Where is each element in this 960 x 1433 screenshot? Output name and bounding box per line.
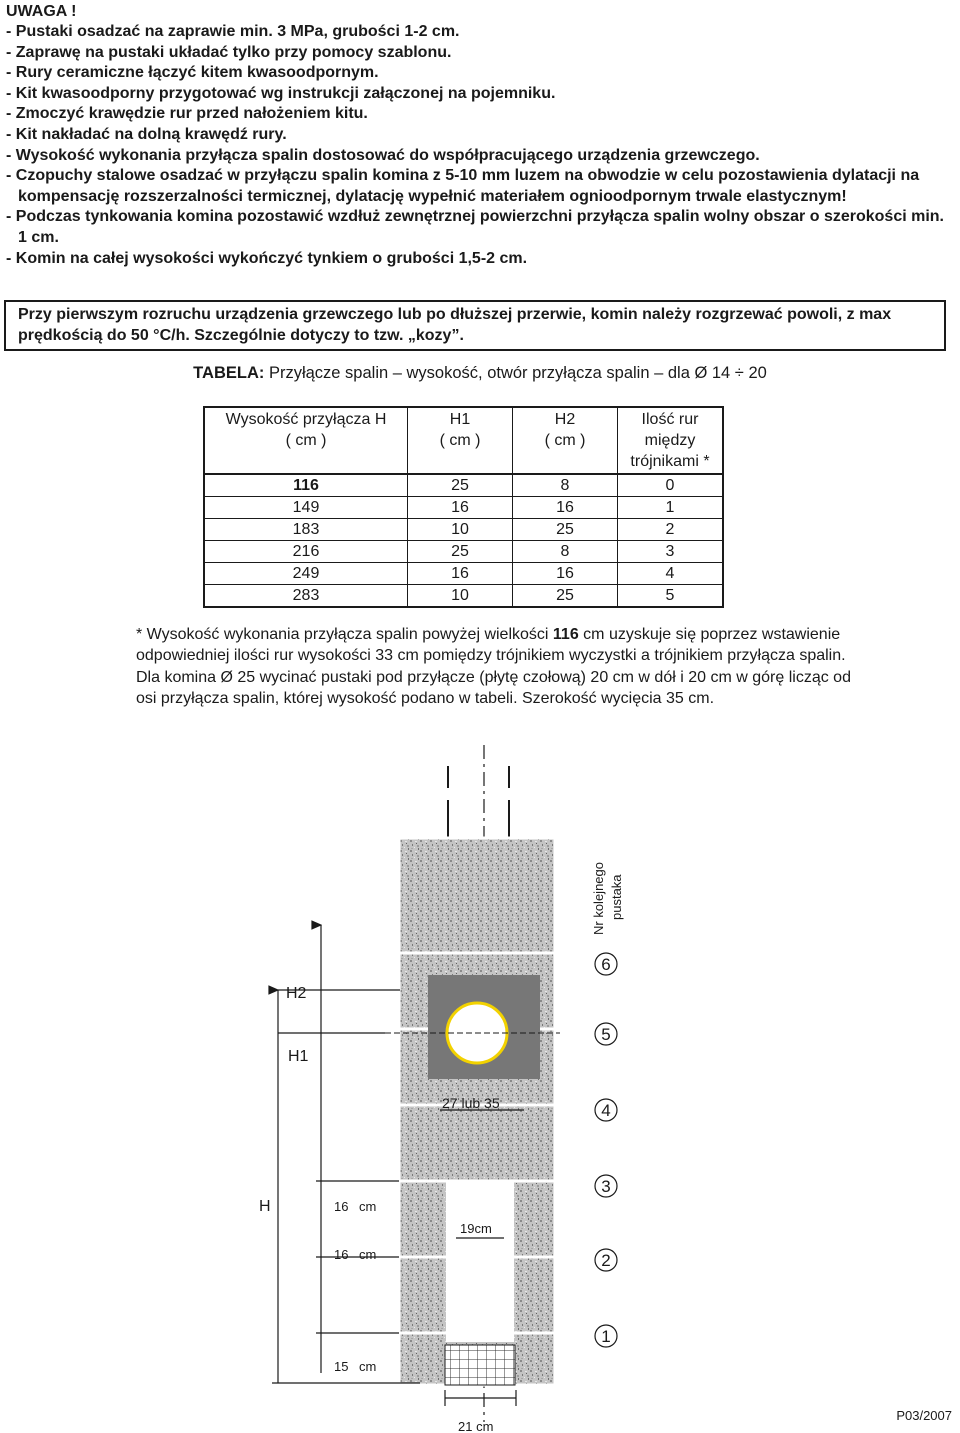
cell-pipes: 1 — [618, 497, 724, 519]
block-number-4: 4 — [601, 1101, 611, 1120]
warning-line-6: - Kit nakładać na dolną krawędź rury. — [6, 125, 287, 143]
chimney-block — [399, 1105, 555, 1181]
cell-h2: 16 — [513, 563, 618, 585]
block-number-label-1: Nr kolejnego — [591, 862, 606, 935]
warning-line-10: - Komin na całej wysokości wykończyć tynkiem o grubości 1,5-2 cm. — [6, 249, 528, 267]
cell-h1: 10 — [408, 585, 513, 608]
cell-pipes: 4 — [618, 563, 724, 585]
document-code: P03/2007 — [896, 1408, 952, 1423]
cell-height: 249 — [204, 563, 408, 585]
block-numbers — [595, 953, 617, 1347]
note-2: Dla komina Ø 25 wycinać pustaki pod przyłącze (płytę czołową) 20 cm w dół i 20 cm w górę licząc od osi przyłącza spalin, której wysokość podano w tabeli. Szerokość wycięcia 35 cm. — [136, 668, 851, 707]
table-title-text: Przyłącze spalin – wysokość, otwór przyłącza spalin – dla Ø 14 ÷ 20 — [264, 364, 767, 382]
warning-title: UWAGA ! — [6, 3, 77, 20]
cell-h1: 25 — [408, 541, 513, 563]
upper-pipe-lines — [448, 766, 509, 840]
header-pipes-line3: trójnikami * — [630, 453, 710, 470]
cell-pipes: 0 — [618, 474, 724, 497]
header-h2-line2: ( cm ) — [544, 432, 586, 449]
block-number-label-2: pustaka — [609, 874, 624, 920]
warning-line-3: - Rury ceramiczne łączyć kitem kwasoodpornym. — [6, 64, 379, 82]
warning-line-9: - Podczas tynkowania komina pozostawić wzdłuż zewnętrznej powierzchni przyłącza spalin wolny obszar o szerokości min. 1 cm. — [6, 208, 944, 246]
cell-h1: 16 — [408, 563, 513, 585]
header-height-line2: ( cm ) — [285, 432, 327, 449]
cell-height: 183 — [204, 519, 408, 541]
h-label: H — [259, 1198, 271, 1215]
cell-height: 216 — [204, 541, 408, 563]
warning-line-2: - Zaprawę na pustaki układać tylko przy pomocy szablonu. — [6, 43, 452, 61]
cell-h2: 16 — [513, 497, 618, 519]
cell-h2: 25 — [513, 585, 618, 608]
dim-16-upper: 16 — [334, 1199, 349, 1214]
cell-pipes: 3 — [618, 541, 724, 563]
cell-h2: 25 — [513, 519, 618, 541]
header-height-line1: Wysokość przyłącza H — [225, 411, 387, 428]
dim-16-lower-unit: cm — [359, 1247, 377, 1262]
cell-height: 283 — [204, 585, 408, 608]
table-title-label: TABELA: — [193, 364, 265, 382]
header-h1-line1: H1 — [449, 411, 471, 428]
cell-pipes: 5 — [618, 585, 724, 608]
dim-15: 15 — [334, 1359, 349, 1374]
warning-line-7: - Wysokość wykonania przyłącza spalin dostosować do współpracującego urządzenia grzewczego. — [6, 146, 760, 164]
cell-height: 149 — [204, 497, 408, 519]
block-number-5: 5 — [601, 1025, 611, 1044]
header-h2-line1: H2 — [554, 411, 576, 428]
header-pipes-line1: Ilość rur — [641, 411, 699, 428]
header-pipes-line2: między — [644, 432, 696, 449]
note-1-bold: 116 — [552, 626, 579, 643]
warning-line-1: - Pustaki osadzać na zaprawie min. 3 MPa, grubości 1-2 cm. — [6, 23, 460, 40]
note-1-text-a: * Wysokość wykonania przyłącza spalin powyżej wielkości — [136, 626, 553, 643]
inner-width-label: 19cm — [460, 1221, 492, 1236]
cleanout-opening — [446, 1182, 514, 1342]
block-number-1: 1 — [601, 1327, 611, 1346]
cell-h1: 10 — [408, 519, 513, 541]
warning-line-8: - Czopuchy stalowe osadzać w przyłączu spalin komina z 5-10 mm luzem na obwodzie w celu pozostawienia dylatacji na kompensację rozszerzalności termicznej, dylatację wypełnić materiałem ognioodpornym trwale elastycznym! — [6, 167, 920, 205]
note-1-text-b: cm uzyskuje się poprzez wstawienie odpowiedniej ilości rur wysokości 33 cm pomiędzy trójnikiem wyczystki a trójnikiem przyłącza spalin. — [136, 626, 846, 665]
block-number-2: 2 — [601, 1251, 611, 1270]
warning-line-4: - Kit kwasoodporny przygotować wg instrukcji załączonej na pojemniku. — [6, 84, 556, 102]
dim-15-unit: cm — [359, 1359, 377, 1374]
cleanout-grate — [445, 1345, 515, 1385]
chimney-block — [399, 838, 555, 953]
cell-h1: 16 — [408, 497, 513, 519]
block-number-3: 3 — [601, 1177, 611, 1196]
block-number-6: 6 — [601, 955, 611, 974]
warning-line-5: - Zmoczyć krawędzie rur przed nałożeniem kitu. — [6, 105, 368, 123]
cell-h1: 25 — [408, 474, 513, 497]
cell-height: 116 — [204, 474, 408, 497]
heating-warning-box: Przy pierwszym rozruchu urządzenia grzewczego lub po dłuższej przerwie, komin należy rozgrzewać powoli, z max prędkością do 50 °C/h. Szczególnie dotyczy to tzw. „kozy”. — [4, 300, 946, 351]
cell-h2: 8 — [513, 474, 618, 497]
cell-pipes: 2 — [618, 519, 724, 541]
opening-width-label: 27 lub 35 — [442, 1095, 500, 1111]
bottom-width-label: 21 cm — [458, 1419, 494, 1433]
dim-16-upper-unit: cm — [359, 1199, 377, 1214]
h1-label: H1 — [288, 1048, 309, 1065]
cell-h2: 8 — [513, 541, 618, 563]
header-h1-line2: ( cm ) — [439, 432, 481, 449]
h2-label: H2 — [286, 985, 307, 1002]
dim-16-lower: 16 — [334, 1247, 349, 1262]
